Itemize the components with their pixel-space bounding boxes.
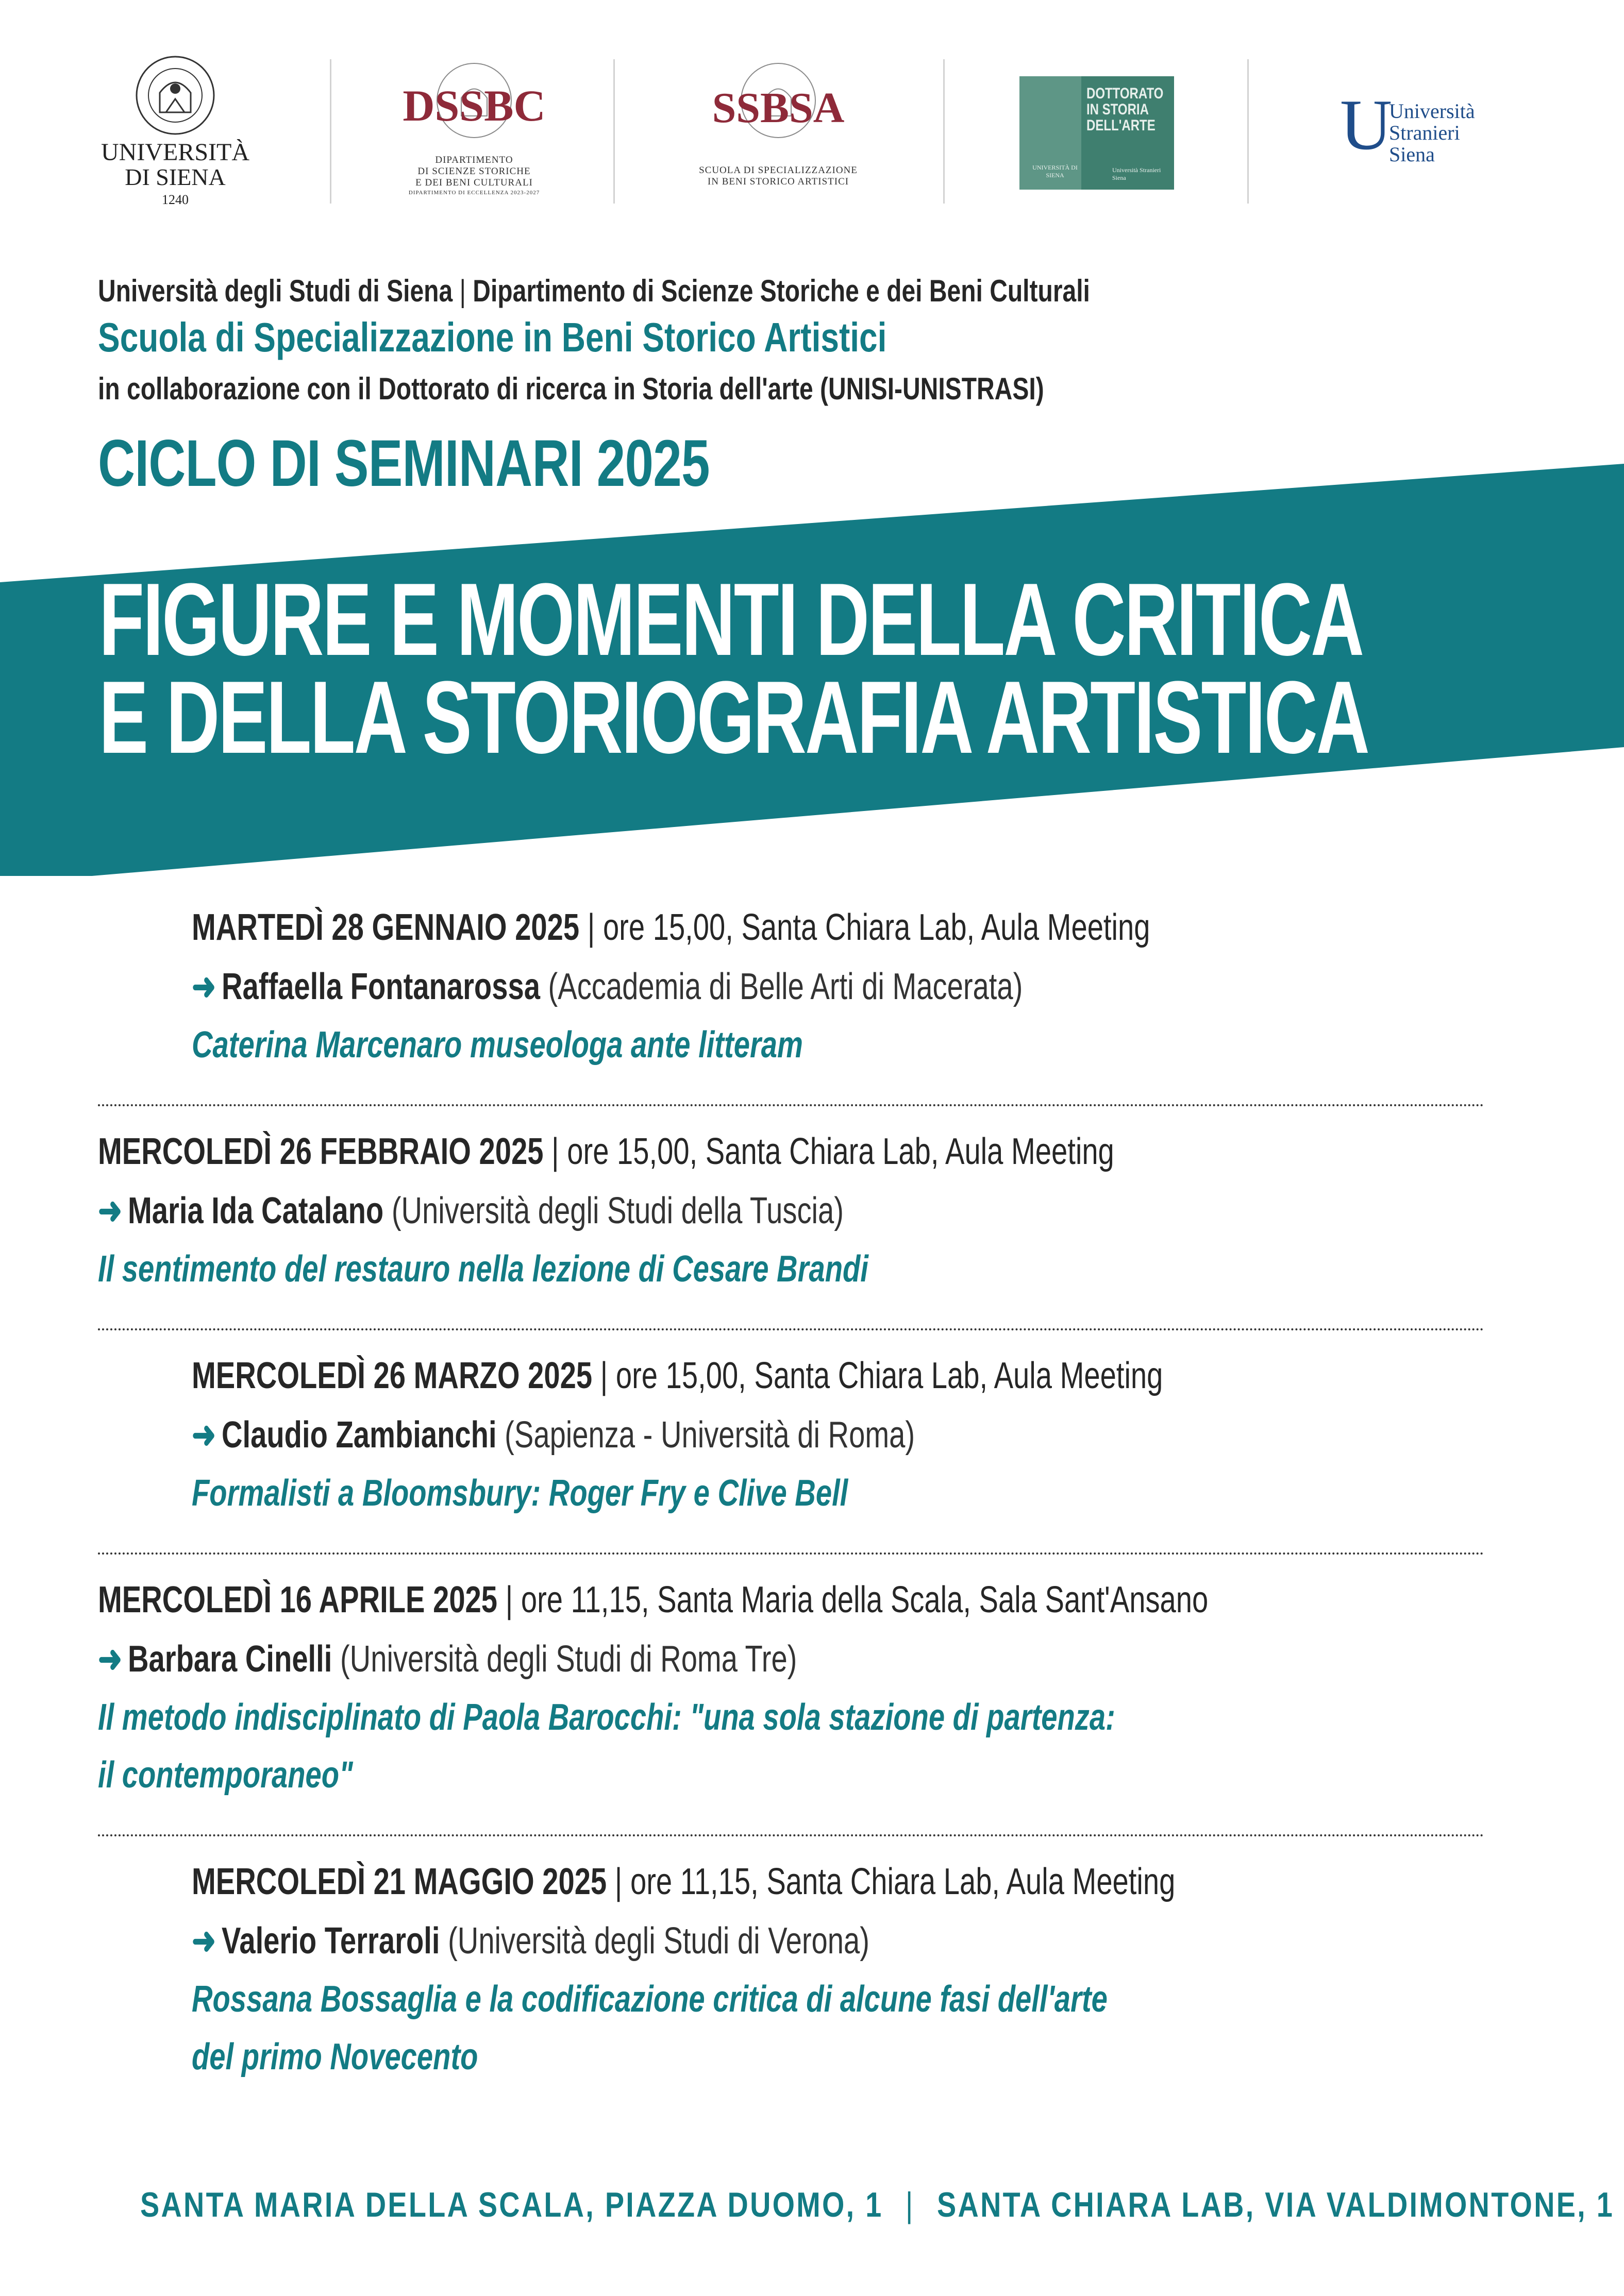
- arrow-right-icon: ➜: [98, 1639, 123, 1680]
- event-separator: |: [505, 1579, 513, 1620]
- event-divider: [98, 1834, 1484, 1836]
- dottorato-sub2: Università Stranieri Siena: [1112, 166, 1161, 181]
- dssbc-line4: DIPARTIMENTO DI ECCELLENZA 2023-2027: [408, 190, 540, 196]
- unisi-line2: DI SIENA: [125, 164, 226, 190]
- arrow-right-icon: ➜: [98, 1190, 123, 1231]
- footer-location-1: SANTA MARIA DELLA SCALA, PIAZZA DUOMO, 1: [140, 2185, 883, 2224]
- event-speaker: Raffaella Fontanarossa: [221, 966, 540, 1007]
- logo-universita-di-siena: [98, 52, 253, 216]
- event-divider: [98, 1552, 1484, 1555]
- event-divider: [98, 1104, 1484, 1106]
- header-institution: [98, 273, 1090, 309]
- unistrasi-line1: Università: [1389, 99, 1475, 123]
- event-affiliation: (Università degli Studi di Roma Tre): [340, 1639, 797, 1680]
- unistrasi-line2: Stranieri: [1389, 121, 1460, 144]
- event-time-location: ore 15,00, Santa Chiara Lab, Aula Meeting: [615, 1355, 1163, 1396]
- event-title: Il metodo indisciplinato di Paola Barocchi: "una sola stazione di partenza:: [98, 1697, 1115, 1738]
- dssbc-acronym: DSSBC: [403, 81, 546, 130]
- event-time-location: ore 15,00, Santa Chiara Lab, Aula Meeting: [567, 1131, 1114, 1172]
- dottorato-line1: DOTTORATO: [1086, 85, 1164, 102]
- dottorato-sub1: UNIVERSITÀ DI SIENA: [1032, 164, 1078, 179]
- header-separator: |: [459, 274, 466, 308]
- unisi-seal-icon: [98, 52, 253, 139]
- logo-dssbc: [397, 52, 551, 216]
- main-title-line2: E DELLA STORIOGRAFIA ARTISTICA: [99, 660, 1368, 775]
- event-time-location: ore 11,15, Santa Maria della Scala, Sala Sant'Ansano: [521, 1579, 1209, 1620]
- arrow-right-icon: ➜: [192, 1920, 216, 1962]
- event-date: MERCOLEDÌ 16 APRILE 2025: [98, 1579, 498, 1620]
- header-school: Scuola di Specializzazione in Beni Storico Artistici: [98, 314, 887, 360]
- event-time-location: ore 11,15, Santa Chiara Lab, Aula Meeting: [630, 1861, 1176, 1902]
- event-title: Caterina Marcenaro museologa ante litteram: [192, 1024, 803, 1066]
- footer-location-2: SANTA CHIARA LAB, VIA VALDIMONTONE, 1: [937, 2185, 1615, 2224]
- event-title-continued: il contemporaneo": [98, 1754, 353, 1796]
- event-title: Formalisti a Bloomsbury: Roger Fry e Clive Bell: [192, 1473, 848, 1514]
- event-affiliation: (Sapienza - Università di Roma): [505, 1414, 915, 1456]
- event-separator: |: [551, 1131, 559, 1172]
- event-affiliation: (Università degli Studi di Verona): [448, 1920, 869, 1962]
- unistrasi-letter: U: [1340, 85, 1393, 165]
- header-collaboration: in collaborazione con il Dottorato di ricerca in Storia dell'arte (UNISI-UNISTRASI): [98, 372, 1044, 406]
- header-university: Università degli Studi di Siena: [98, 274, 453, 308]
- event-affiliation: (Accademia di Belle Arti di Macerata): [548, 966, 1023, 1007]
- event-speaker: Claudio Zambianchi: [221, 1414, 497, 1456]
- logo-divider: [330, 59, 331, 204]
- arrow-right-icon: ➜: [192, 966, 216, 1007]
- event-affiliation: (Università degli Studi della Tuscia): [391, 1190, 844, 1231]
- seminar-cycle-title: CICLO DI SEMINARI 2025: [98, 427, 710, 500]
- ssbsa-acronym: SSBSA: [712, 84, 845, 132]
- event-separator: |: [614, 1861, 623, 1902]
- event-date: MERCOLEDÌ 26 FEBBRAIO 2025: [98, 1131, 544, 1172]
- event-date: MERCOLEDÌ 26 MARZO 2025: [192, 1355, 593, 1396]
- ssbsa-line1: SCUOLA DI SPECIALIZZAZIONE: [699, 165, 858, 176]
- event-date: MERCOLEDÌ 21 MAGGIO 2025: [192, 1861, 607, 1902]
- footer-separator: |: [905, 2185, 915, 2224]
- arrow-right-icon: ➜: [192, 1414, 216, 1456]
- unisi-year: 1240: [162, 192, 189, 207]
- main-title-line1: FIGURE E MOMENTI DELLA CRITICA: [99, 562, 1363, 677]
- dssbc-line2: DI SCIENZE STORICHE: [417, 166, 531, 177]
- logo-ssbsa: [680, 52, 876, 216]
- event-speaker: Barbara Cinelli: [127, 1639, 332, 1680]
- footer-locations: [140, 2185, 1614, 2225]
- dssbc-line1: DIPARTIMENTO: [435, 155, 513, 165]
- event-speaker: Valerio Terraroli: [221, 1920, 440, 1962]
- event-separator: |: [587, 907, 595, 948]
- event-date: MARTEDÌ 28 GENNAIO 2025: [192, 907, 580, 948]
- logo-divider: [613, 59, 615, 204]
- logo-dottorato-storia-arte: [1019, 76, 1174, 190]
- header-department: Dipartimento di Scienze Storiche e dei Beni Culturali: [473, 274, 1090, 308]
- ssbsa-line2: IN BENI STORICO ARTISTICI: [707, 176, 849, 187]
- event-speaker: Maria Ida Catalano: [127, 1190, 384, 1231]
- logo-divider: [943, 59, 945, 204]
- event-title-continued: del primo Novecento: [192, 2036, 478, 2078]
- unisi-line1: UNIVERSITÀ: [101, 139, 249, 166]
- event-title: Il sentimento del restauro nella lezione di Cesare Brandi: [98, 1248, 868, 1290]
- unistrasi-line3: Siena: [1389, 143, 1435, 166]
- event-divider: [98, 1328, 1484, 1330]
- event-separator: |: [600, 1355, 608, 1396]
- event-title: Rossana Bossaglia e la codificazione critica di alcune fasi dell'arte: [192, 1979, 1108, 2020]
- logo-divider: [1247, 59, 1249, 204]
- dottorato-line2: IN STORIA: [1086, 101, 1149, 118]
- logo-universita-stranieri-siena: [1340, 85, 1510, 198]
- event-time-location: ore 15,00, Santa Chiara Lab, Aula Meeting: [602, 907, 1150, 948]
- dssbc-line3: E DEI BENI CULTURALI: [415, 177, 533, 188]
- dottorato-line3: DELL'ARTE: [1086, 117, 1156, 134]
